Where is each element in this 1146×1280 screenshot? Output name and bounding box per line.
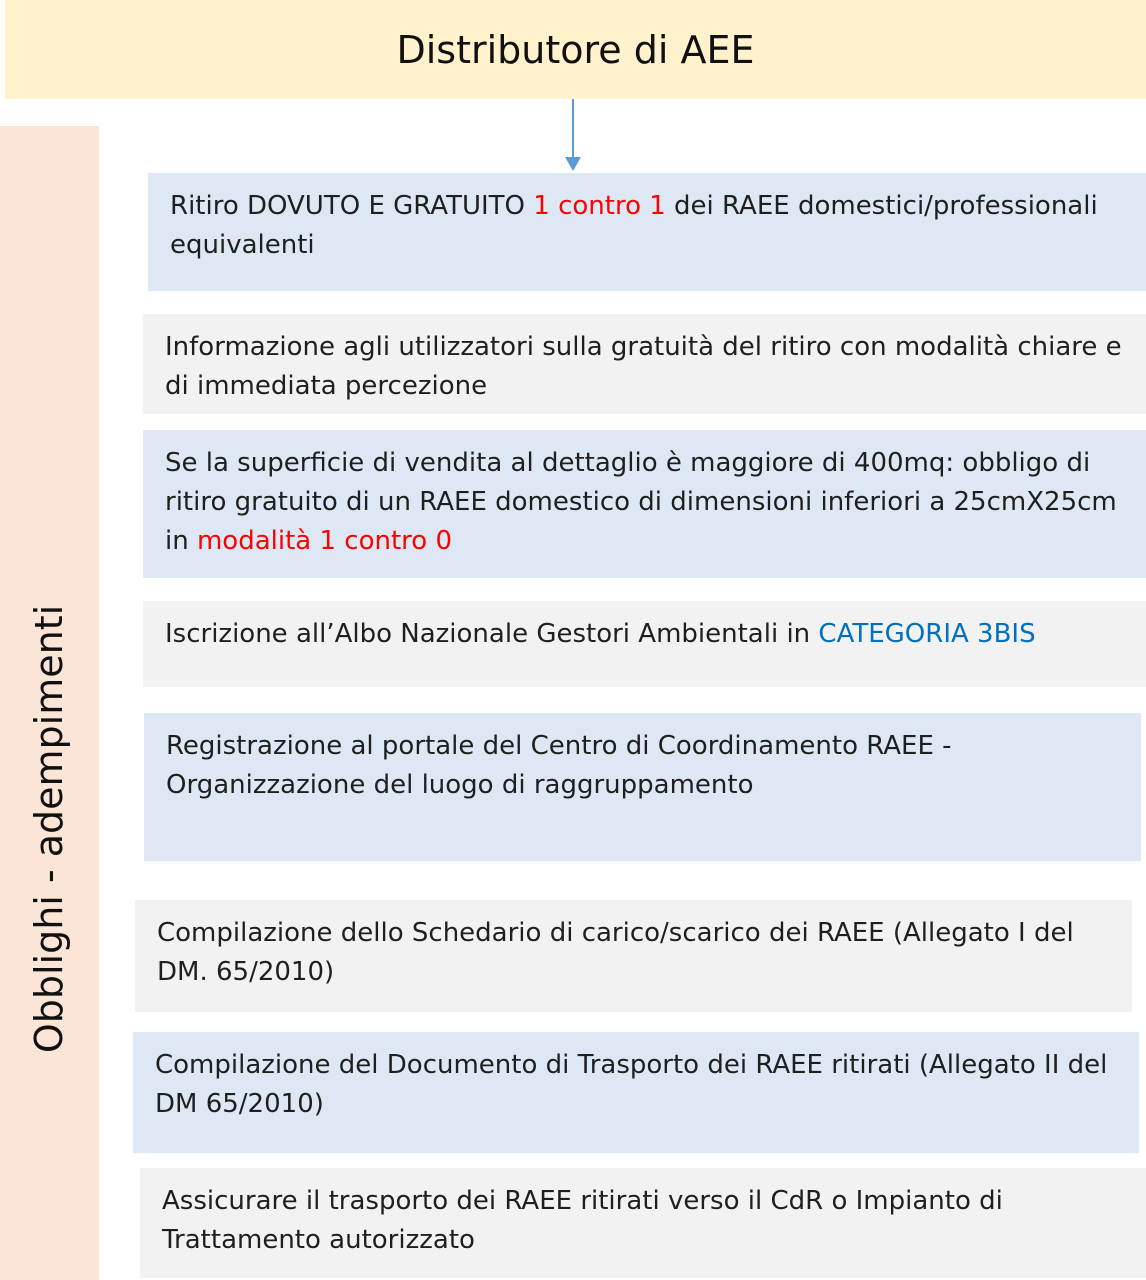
obligation-text: Compilazione del Documento di Trasporto dei RAEE ritirati (Allegato II del DM 65/2010) [155, 1050, 1108, 1119]
header-banner [5, 0, 1146, 99]
obligation-text: dei RAEE domestici/professionali equivalenti [170, 191, 1098, 260]
obligation-highlight: modalità 1 contro 0 [196, 526, 452, 556]
obligation-highlight: 1 contro 1 [533, 191, 666, 221]
obligation-box-1 [148, 173, 1146, 291]
obligation-text: Se la superficie di vendita al dettaglio è maggiore di 400mq: obbligo di ritiro gratuito di un RAEE domestico di dimensioni inferiori a 25cmX25cm in [165, 448, 1117, 556]
obligation-text: Compilazione dello Schedario di carico/scarico dei RAEE (Allegato I del DM. 65/2010) [157, 918, 1074, 987]
obligation-box-3 [143, 430, 1146, 578]
obligation-text: Ritiro DOVUTO E GRATUITO [170, 191, 534, 221]
obligation-highlight: CATEGORIA 3BIS [818, 619, 1036, 649]
obligation-text: Assicurare il trasporto dei RAEE ritirati verso il CdR o Impianto di Trattamento autorizzato [162, 1186, 1003, 1255]
sidebar-label: Obblighi - adempimenti [27, 604, 71, 1054]
obligation-box-6 [135, 900, 1132, 1012]
obligation-text: Iscrizione all’Albo Nazionale Gestori Ambientali in [165, 619, 819, 649]
obligation-box-7 [133, 1032, 1139, 1153]
obligation-box-8 [140, 1168, 1146, 1278]
connector-arrow-line [572, 99, 574, 159]
obligation-box-4 [143, 601, 1146, 687]
arrow-down-icon [565, 157, 581, 171]
obligation-box-2 [143, 314, 1146, 414]
header-title: Distributore di AEE [396, 27, 755, 72]
sidebar-category [0, 126, 99, 1280]
obligation-box-5 [144, 713, 1141, 861]
obligation-text: Registrazione al portale del Centro di Coordinamento RAEE - Organizzazione del luogo di raggruppamento [166, 731, 952, 800]
obligation-text: Informazione agli utilizzatori sulla gratuità del ritiro con modalità chiare e di immediata percezione [165, 332, 1122, 401]
